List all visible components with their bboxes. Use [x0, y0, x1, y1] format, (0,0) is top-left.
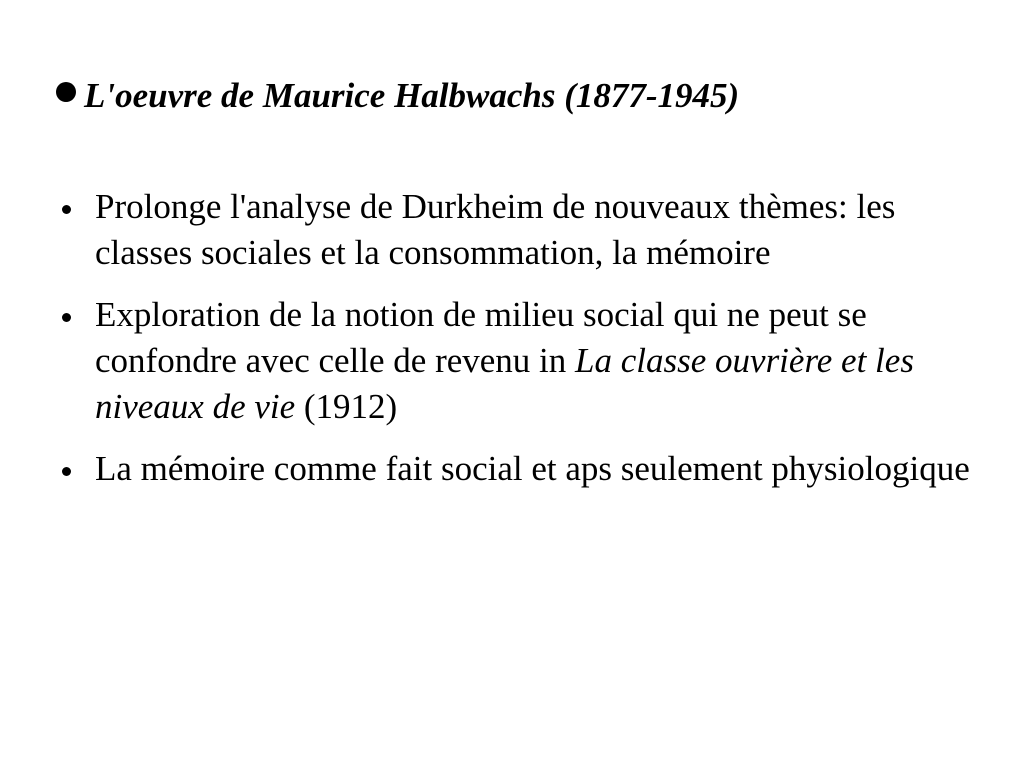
- bullet-text: Prolonge l'analyse de Durkheim de nouveaux thèmes: les classes sociales et la consommation, la mémoire: [95, 187, 896, 272]
- bullet-text-after: (1912): [295, 387, 398, 426]
- bullet-item: [56, 446, 976, 492]
- bullet-item: [56, 292, 976, 430]
- bullet-dot-icon: [62, 313, 71, 322]
- book-title: La classe ouvrière et les niveaux de vie: [95, 341, 914, 426]
- bullet-list: [56, 184, 976, 508]
- bullet-dot-icon: [62, 205, 71, 214]
- bullet-text-before: Exploration de la notion de milieu social qui ne peut se confondre avec celle de revenu in: [95, 295, 867, 380]
- slide-title: L'oeuvre de Maurice Halbwachs (1877-1945): [84, 76, 740, 115]
- bullet-text: La mémoire comme fait social et aps seulement physiologique: [95, 449, 970, 488]
- bullet-item: [56, 184, 976, 276]
- title-bullet-icon: [56, 82, 76, 102]
- bullet-dot-icon: [62, 467, 71, 476]
- slide-title-row: [56, 70, 739, 122]
